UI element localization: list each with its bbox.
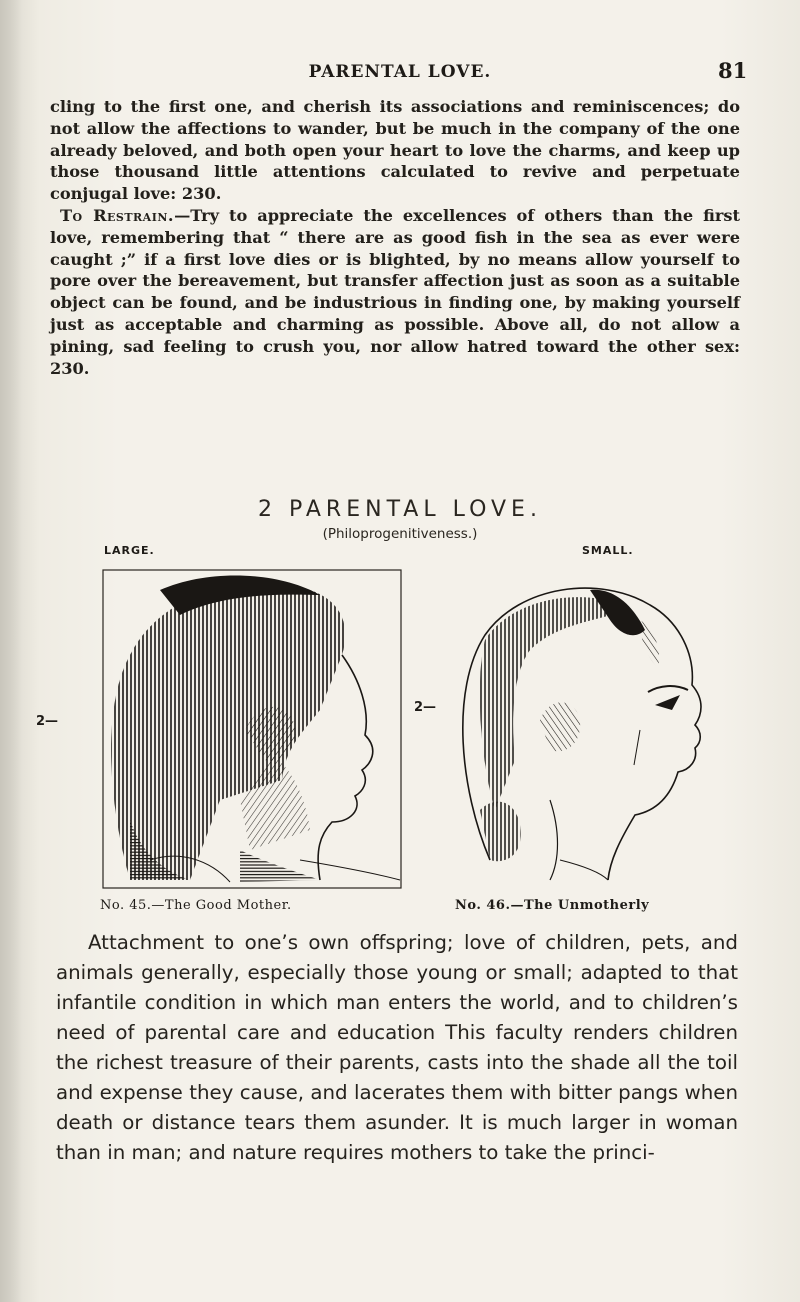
caption-good-mother: No. 45.—The Good Mother. — [100, 898, 292, 913]
engraving-good-mother — [70, 560, 415, 890]
section-subtitle: (Philoprogenitiveness.) — [322, 526, 478, 542]
engraving-unmotherly — [440, 560, 740, 890]
figure-left-marker: 2— — [36, 714, 59, 729]
label-large: LARGE. — [104, 544, 155, 557]
label-small: SMALL. — [582, 544, 634, 557]
section-title: 2 PARENTAL LOVE. — [258, 497, 542, 522]
running-head: PARENTAL LOVE. — [308, 62, 492, 82]
body-paragraph: Attachment to one’s own offspring; love of children, pets, and animals generally, especially those young or small; adapted to that infantile condition in which man enters the world, and to children’s need of parental care and education This faculty renders children the richest treasure of their parents, casts into the shade all the toil and expense they cause, and lacerates them with bitter pangs when death or distance tears them asunder. It is much larger in woman than in man; and nature requires mothers to take the princi- — [56, 931, 738, 1164]
top-text-block — [50, 96, 740, 379]
figure-right-marker: 2— — [414, 700, 437, 715]
page-number: 81 — [718, 58, 748, 83]
page-edge-shadow — [0, 0, 22, 1302]
restrain-heading: To Restrain. — [60, 205, 175, 225]
top-paragraph-2 — [50, 205, 740, 379]
body-text-block — [56, 928, 738, 1168]
restrain-body: —Try to appreciate the excellences of others than the first love, remembering that “ there are as good fish in the sea as ever were caught ;” if a first love dies or is blighted, by no means allow yourself to pore over the bereavement, but transfer affection just as soon as a suitable object can be found, and be industrious in finding one, by making yourself just as acceptable and charming as possible. Above all, do not allow a pining, sad feeling to crush you, nor allow hatred toward the other sex: 230. — [50, 205, 740, 378]
top-paragraph-1: cling to the first one, and cherish its associations and reminiscences; do not allow the affections to wander, but be much in the company of the one already beloved, and both open your heart to love the charms, and keep up those thousand little attentions calculated to revive and perpetuate conjugal love: 230. — [50, 97, 740, 204]
caption-unmotherly: No. 46.—The Unmotherly — [455, 898, 650, 913]
